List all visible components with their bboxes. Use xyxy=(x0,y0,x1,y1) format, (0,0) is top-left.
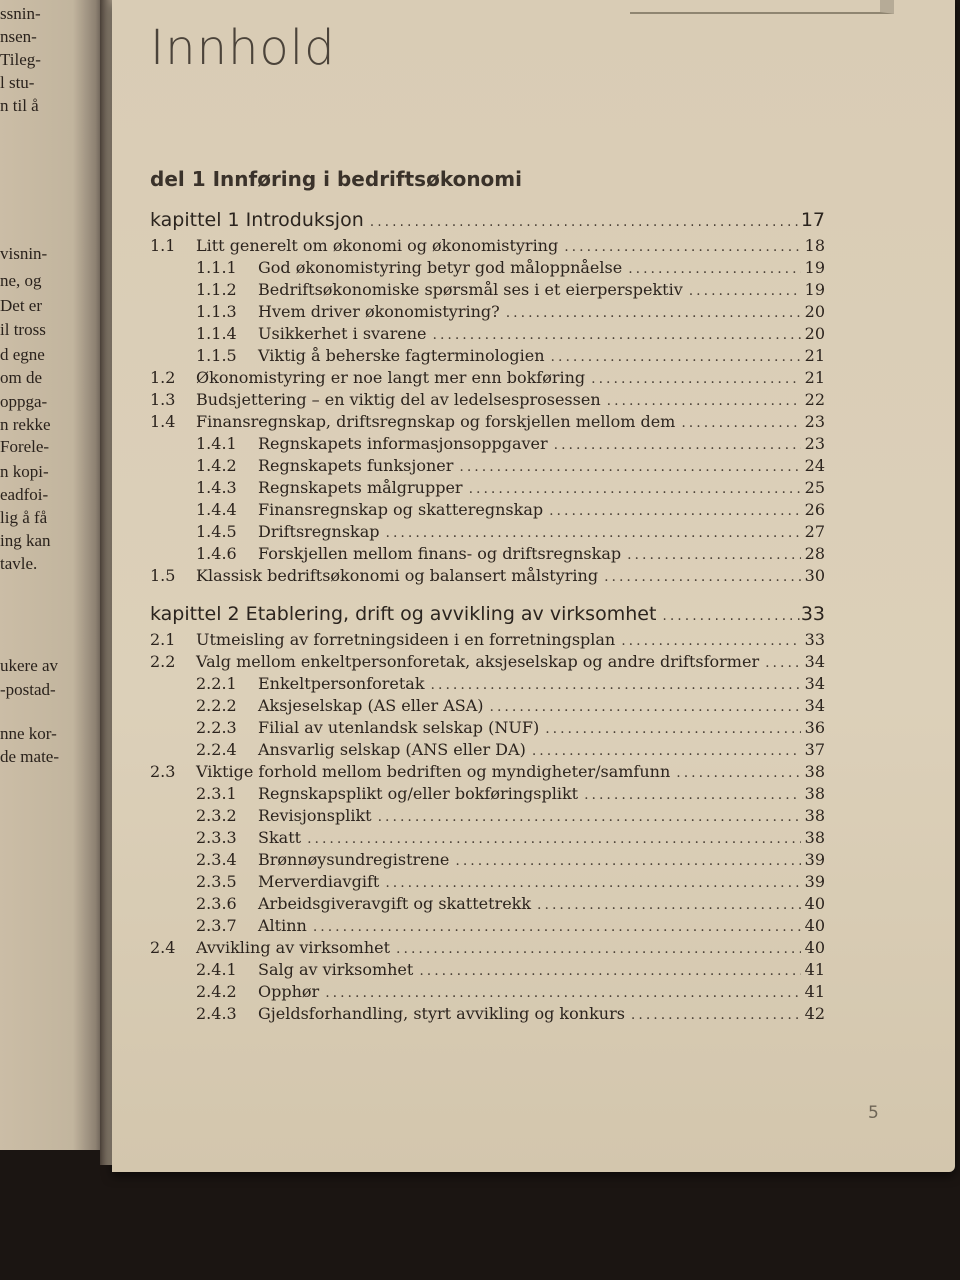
toc-dot-leader xyxy=(453,456,801,478)
toc-subsection-entry[interactable] xyxy=(150,323,825,345)
toc-entry-title: Arbeidsgiveravgift og skattetrekk xyxy=(258,894,532,913)
toc-section-entry[interactable] xyxy=(150,761,825,783)
toc-subsection-entry[interactable] xyxy=(150,673,825,695)
toc-entry-title: Driftsregnskap xyxy=(258,522,380,541)
toc-entry-title: Klassisk bedriftsøkonomi og balansert målstyring xyxy=(196,566,599,585)
toc-dot-leader xyxy=(601,390,801,412)
toc-entry-title: Litt generelt om økonomi og økonomistyring xyxy=(196,236,559,255)
toc-dot-leader xyxy=(531,894,801,916)
toc-entry-page: 40 xyxy=(804,916,825,935)
toc-dot-leader xyxy=(548,434,801,456)
left-page-text-fragment: Forele- xyxy=(0,437,50,456)
toc-entry-page: 34 xyxy=(804,696,825,715)
toc-dot-leader xyxy=(558,236,801,258)
toc-subsection-entry[interactable] xyxy=(150,981,825,1003)
toc-subsection-entry[interactable] xyxy=(150,959,825,981)
toc-entry-page: 41 xyxy=(804,982,825,1001)
left-page-text-fragment: ssnin- xyxy=(0,4,41,23)
toc-dot-leader xyxy=(656,601,800,631)
toc-entry-page: 19 xyxy=(804,280,825,299)
toc-entry-number: 2.2.1 xyxy=(196,674,237,693)
toc-entry-title: Opphør xyxy=(258,982,320,1001)
toc-entry-title: Bedriftsøkonomiske spørsmål ses i et eierperspektiv xyxy=(258,280,683,299)
toc-dot-leader xyxy=(675,412,801,434)
toc-section-entry[interactable] xyxy=(150,651,825,673)
left-page-text-fragment: ukere av xyxy=(0,656,59,675)
toc-entry-title: Merverdiavgift xyxy=(258,872,380,891)
toc-entry-page: 17 xyxy=(800,209,825,231)
toc-entry-title: Brønnøysundregistrene xyxy=(258,850,450,869)
toc-entry-title: Regnskapets informasjonsoppgaver xyxy=(258,434,548,453)
toc-entry-page: 39 xyxy=(804,872,825,891)
toc-entry-title: Utmeisling av forretningsideen i en forretningsplan xyxy=(196,630,616,649)
left-page xyxy=(0,0,104,1150)
toc-entry-title: Altinn xyxy=(258,916,307,935)
toc-entry-page: 38 xyxy=(804,762,825,781)
toc-entry-page: 33 xyxy=(800,603,825,625)
toc-subsection-entry[interactable] xyxy=(150,499,825,521)
toc-entry-title: Aksjeselskap (AS eller ASA) xyxy=(258,696,484,715)
toc-entry-page: 23 xyxy=(804,434,825,453)
toc-dot-leader xyxy=(598,566,801,588)
toc-dot-leader xyxy=(372,806,801,828)
toc-subsection-entry[interactable] xyxy=(150,257,825,279)
toc-entry-number: 2.4 xyxy=(150,938,176,957)
header-rule xyxy=(630,0,894,14)
toc-subsection-entry[interactable] xyxy=(150,893,825,915)
toc-dot-leader xyxy=(484,696,801,718)
toc-entry-title: Økonomistyring er noe langt mer enn bokføring xyxy=(196,368,586,387)
left-page-text-fragment: tavle. xyxy=(0,554,38,573)
toc-entry-page: 41 xyxy=(804,960,825,979)
toc-entry-number: 2.2.3 xyxy=(196,718,237,737)
toc-entry-title: Salg av virksomhet xyxy=(258,960,414,979)
toc-entry-title: Gjeldsforhandling, styrt avvikling og konkurs xyxy=(258,1004,625,1023)
toc-subsection-entry[interactable] xyxy=(150,279,825,301)
toc-entry-title: Regnskapets målgrupper xyxy=(258,478,463,497)
toc-entry-page: 27 xyxy=(804,522,825,541)
toc-entry-title: Finansregnskap, driftsregnskap og forskjellen mellom dem xyxy=(196,412,676,431)
toc-entry-page: 23 xyxy=(804,412,825,431)
left-page-text-fragment: eadfoi- xyxy=(0,485,49,504)
toc-dot-leader xyxy=(307,916,801,938)
toc-entry-page: 38 xyxy=(804,784,825,803)
toc-section-entry[interactable] xyxy=(150,389,825,411)
toc-entry-title: Finansregnskap og skatteregnskap xyxy=(258,500,544,519)
toc-entry-page: 18 xyxy=(804,236,825,255)
toc-entry-title: Valg mellom enkeltpersonforetak, aksjeselskap og andre driftsformer xyxy=(196,652,760,671)
toc-section-entry[interactable] xyxy=(150,411,825,433)
toc-entry-title: Ansvarlig selskap (ANS eller DA) xyxy=(258,740,526,759)
toc-entry-page: 40 xyxy=(804,894,825,913)
left-page-text-fragment: Det er xyxy=(0,296,43,315)
toc-entry-page: 20 xyxy=(804,302,825,321)
toc-dot-leader xyxy=(621,544,801,566)
left-page-text-fragment: oppga- xyxy=(0,392,48,411)
toc-entry-number: 1.4.5 xyxy=(196,522,237,541)
toc-entry-number: 1.4.2 xyxy=(196,456,237,475)
toc-subsection-entry[interactable] xyxy=(150,871,825,893)
toc-entry-page: 21 xyxy=(804,368,825,387)
toc-dot-leader xyxy=(380,522,801,544)
toc-subsection-entry[interactable] xyxy=(150,1003,825,1025)
toc-entry-title: Budsjettering – en viktig del av ledelsesprosessen xyxy=(196,390,601,409)
toc-dot-leader xyxy=(500,302,801,324)
right-page xyxy=(112,0,955,1172)
toc-entry-number: 2.3 xyxy=(150,762,176,781)
toc-entry-number: 1.1.5 xyxy=(196,346,237,365)
toc-entry-page: 30 xyxy=(804,566,825,585)
toc-entry-title: Enkeltpersonforetak xyxy=(258,674,425,693)
toc-entry-number: 2.3.7 xyxy=(196,916,237,935)
page-title: Innhold xyxy=(150,20,336,76)
toc-entry-title: Forskjellen mellom finans- og driftsregnskap xyxy=(258,544,622,563)
toc-entry-title: kapittel 2 Etablering, drift og avvikling av virksomhet xyxy=(150,603,657,625)
toc-subsection-entry[interactable] xyxy=(150,433,825,455)
left-page-text-fragment: il tross xyxy=(0,320,46,339)
toc-entry-number: 2.3.1 xyxy=(196,784,237,803)
toc-chapter-entry[interactable] xyxy=(150,205,825,235)
toc-entry-number: 2.3.5 xyxy=(196,872,237,891)
toc-entry-number: 2.2.4 xyxy=(196,740,237,759)
toc-entry-number: 2.1 xyxy=(150,630,176,649)
toc-dot-leader xyxy=(670,762,801,784)
toc-section-entry[interactable] xyxy=(150,629,825,651)
toc-section-entry[interactable] xyxy=(150,235,825,257)
toc-dot-leader xyxy=(543,500,801,522)
toc-subsection-entry[interactable] xyxy=(150,543,825,565)
left-page-text-fragment: -postad- xyxy=(0,680,56,699)
toc-dot-leader xyxy=(683,280,801,302)
toc-dot-leader xyxy=(301,828,801,850)
left-page-text-fragment: d egne xyxy=(0,345,45,364)
left-page-text-fragment: om de xyxy=(0,368,43,387)
toc-entry-page: 19 xyxy=(804,258,825,277)
toc-subsection-entry[interactable] xyxy=(150,849,825,871)
toc-entry-page: 25 xyxy=(804,478,825,497)
toc-entry-page: 39 xyxy=(804,850,825,869)
toc-entry-number: 1.4 xyxy=(150,412,176,431)
toc-entry-title: Skatt xyxy=(258,828,302,847)
toc-entry-number: 2.4.3 xyxy=(196,1004,237,1023)
toc-entry-number: 2.3.2 xyxy=(196,806,237,825)
toc-dot-leader xyxy=(622,258,801,280)
toc-entry-page: 38 xyxy=(804,806,825,825)
toc-subsection-entry[interactable] xyxy=(150,739,825,761)
toc-subsection-entry[interactable] xyxy=(150,805,825,827)
toc-entry-title: Usikkerhet i svarene xyxy=(258,324,427,343)
toc-entry-number: 1.5 xyxy=(150,566,176,585)
left-page-text-fragment: ing kan xyxy=(0,531,51,550)
toc-section-entry[interactable] xyxy=(150,937,825,959)
toc-entry-number: 2.3.4 xyxy=(196,850,237,869)
toc-entry-number: 1.4.3 xyxy=(196,478,237,497)
toc-dot-leader xyxy=(585,368,801,390)
left-page-text-fragment: n rekke xyxy=(0,415,51,434)
toc-entry-page: 40 xyxy=(804,938,825,957)
toc-subsection-entry[interactable] xyxy=(150,521,825,543)
left-page-text-fragment: nne kor- xyxy=(0,724,57,743)
toc-entry-title: Viktige forhold mellom bedriften og myndigheter/samfunn xyxy=(196,762,671,781)
part-heading: del 1 Innføring i bedriftsøkonomi xyxy=(150,167,522,191)
left-page-text-fragment: visnin- xyxy=(0,244,48,263)
left-page-text-fragment: n til å xyxy=(0,96,39,115)
toc-entry-title: kapittel 1 Introduksjon xyxy=(150,209,364,231)
left-page-text-fragment: nsen- xyxy=(0,27,37,46)
toc-entry-number: 1.1.4 xyxy=(196,324,237,343)
toc-entry-number: 1.1 xyxy=(150,236,176,255)
toc-dot-leader xyxy=(364,207,801,237)
toc-subsection-entry[interactable] xyxy=(150,301,825,323)
toc-entry-page: 42 xyxy=(804,1004,825,1023)
toc-entry-number: 2.4.2 xyxy=(196,982,237,1001)
toc-entry-number: 2.3.3 xyxy=(196,828,237,847)
toc-entry-number: 1.4.1 xyxy=(196,434,237,453)
toc-entry-page: 26 xyxy=(804,500,825,519)
toc-subsection-entry[interactable] xyxy=(150,695,825,717)
toc-dot-leader xyxy=(379,872,801,894)
toc-entry-number: 1.4.6 xyxy=(196,544,237,563)
left-page-text-fragment: n kopi- xyxy=(0,462,49,481)
toc-dot-leader xyxy=(390,938,801,960)
toc-chapter-entry[interactable] xyxy=(150,599,825,629)
toc-entry-page: 37 xyxy=(804,740,825,759)
toc-entry-page: 20 xyxy=(804,324,825,343)
toc-entry-title: God økonomistyring betyr god måloppnåelse xyxy=(258,258,623,277)
toc-dot-leader xyxy=(463,478,801,500)
left-page-text-fragment: l stu- xyxy=(0,73,35,92)
toc-dot-leader xyxy=(615,630,801,652)
left-page-text-fragment: ne, og xyxy=(0,271,42,290)
left-page-text-fragment: de mate- xyxy=(0,747,59,766)
toc-subsection-entry[interactable] xyxy=(150,915,825,937)
toc-entry-page: 34 xyxy=(804,674,825,693)
toc-entry-title: Regnskapsplikt og/eller bokføringsplikt xyxy=(258,784,579,803)
toc-entry-number: 2.3.6 xyxy=(196,894,237,913)
toc-entry-number: 1.2 xyxy=(150,368,176,387)
toc-entry-page: 34 xyxy=(804,652,825,671)
toc-entry-page: 38 xyxy=(804,828,825,847)
toc-entry-title: Regnskapets funksjoner xyxy=(258,456,454,475)
toc-entry-number: 1.4.4 xyxy=(196,500,237,519)
toc-dot-leader xyxy=(625,1004,801,1026)
left-page-text-fragment: Tileg- xyxy=(0,50,41,69)
toc-subsection-entry[interactable] xyxy=(150,455,825,477)
page-number: 5 xyxy=(868,1103,879,1123)
toc-dot-leader xyxy=(413,960,801,982)
toc-entry-page: 24 xyxy=(804,456,825,475)
toc-section-entry[interactable] xyxy=(150,367,825,389)
toc-entry-number: 1.1.1 xyxy=(196,258,237,277)
toc-entry-number: 1.1.2 xyxy=(196,280,237,299)
toc-dot-leader xyxy=(759,652,801,674)
toc-subsection-entry[interactable] xyxy=(150,345,825,367)
toc-dot-leader xyxy=(427,324,802,346)
toc-dot-leader xyxy=(539,718,801,740)
toc-entry-number: 2.2 xyxy=(150,652,176,671)
toc-subsection-entry[interactable] xyxy=(150,477,825,499)
toc-entry-title: Revisjonsplikt xyxy=(258,806,372,825)
toc-entry-number: 1.3 xyxy=(150,390,176,409)
toc-dot-leader xyxy=(578,784,801,806)
toc-section-entry[interactable] xyxy=(150,565,825,587)
toc-entry-page: 22 xyxy=(804,390,825,409)
table-of-contents xyxy=(150,205,825,1025)
toc-entry-title: Hvem driver økonomistyring? xyxy=(258,302,500,321)
toc-dot-leader xyxy=(449,850,801,872)
toc-entry-title: Filial av utenlandsk selskap (NUF) xyxy=(258,718,540,737)
toc-entry-number: 2.4.1 xyxy=(196,960,237,979)
toc-dot-leader xyxy=(545,346,801,368)
toc-dot-leader xyxy=(526,740,801,762)
left-page-text-fragment: lig å få xyxy=(0,508,48,527)
toc-entry-title: Viktig å beherske fagterminologien xyxy=(258,346,545,365)
toc-entry-number: 1.1.3 xyxy=(196,302,237,321)
toc-entry-page: 28 xyxy=(804,544,825,563)
toc-subsection-entry[interactable] xyxy=(150,783,825,805)
toc-entry-page: 36 xyxy=(804,718,825,737)
toc-entry-page: 21 xyxy=(804,346,825,365)
toc-dot-leader xyxy=(319,982,801,1004)
toc-subsection-entry[interactable] xyxy=(150,717,825,739)
toc-entry-title: Avvikling av virksomhet xyxy=(196,938,391,957)
toc-dot-leader xyxy=(425,674,801,696)
toc-entry-page: 33 xyxy=(804,630,825,649)
toc-entry-number: 2.2.2 xyxy=(196,696,237,715)
toc-subsection-entry[interactable] xyxy=(150,827,825,849)
